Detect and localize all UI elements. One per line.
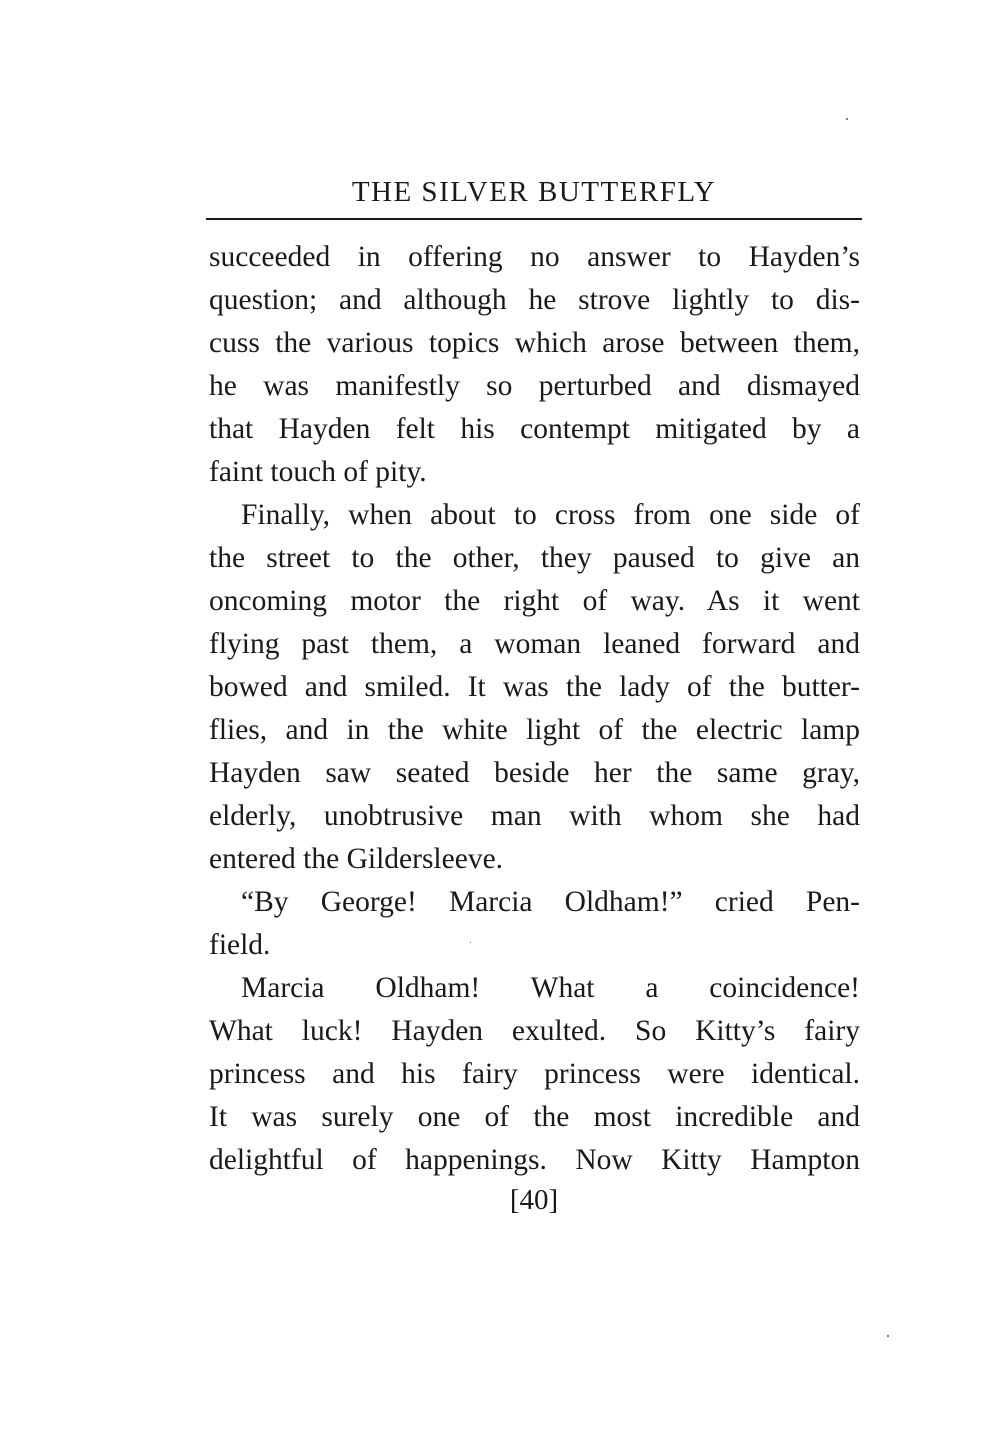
text-line: field. (209, 929, 271, 961)
text-line: faint touch of pity. (209, 456, 427, 488)
text-line: flies, and in the white light of the electric lamp (209, 714, 860, 746)
paper-speck (846, 118, 848, 120)
body-text (209, 236, 860, 1182)
paper-speck (887, 1335, 889, 1337)
text-line: “By George! Marcia Oldham!” cried Pen- (241, 886, 860, 918)
text-line: oncoming motor the right of way. As it went (209, 585, 860, 617)
text-line: princess and his fairy princess were identical. (209, 1058, 860, 1090)
running-head: THE SILVER BUTTERFLY (351, 176, 717, 208)
page-number: [40] (509, 1184, 559, 1216)
text-line: It was surely one of the most incredible and (209, 1101, 860, 1133)
text-line: What luck! Hayden exulted. So Kitty’s fairy (209, 1015, 860, 1047)
text-line: delightful of happenings. Now Kitty Hampton (209, 1144, 860, 1176)
text-line: the street to the other, they paused to give an (209, 542, 860, 574)
text-line: question; and although he strove lightly to dis- (209, 284, 860, 316)
text-line: Marcia Oldham! What a coincidence! (241, 972, 860, 1004)
text-line: Hayden saw seated beside her the same gray, (209, 757, 860, 789)
header-rule (206, 218, 862, 220)
text-line: elderly, unobtrusive man with whom she had (209, 800, 860, 832)
text-line: that Hayden felt his contempt mitigated by a (209, 413, 860, 445)
text-line: bowed and smiled. It was the lady of the butter- (209, 671, 860, 703)
text-line: entered the Gildersleeve. (209, 843, 504, 875)
text-line: Finally, when about to cross from one side of (241, 499, 860, 531)
text-line: cuss the various topics which arose between them, (209, 327, 860, 359)
text-line: he was manifestly so perturbed and dismayed (209, 370, 860, 402)
paper-speck (470, 942, 471, 943)
text-line: flying past them, a woman leaned forward and (209, 628, 860, 660)
text-line: succeeded in offering no answer to Hayden’s (209, 241, 860, 273)
